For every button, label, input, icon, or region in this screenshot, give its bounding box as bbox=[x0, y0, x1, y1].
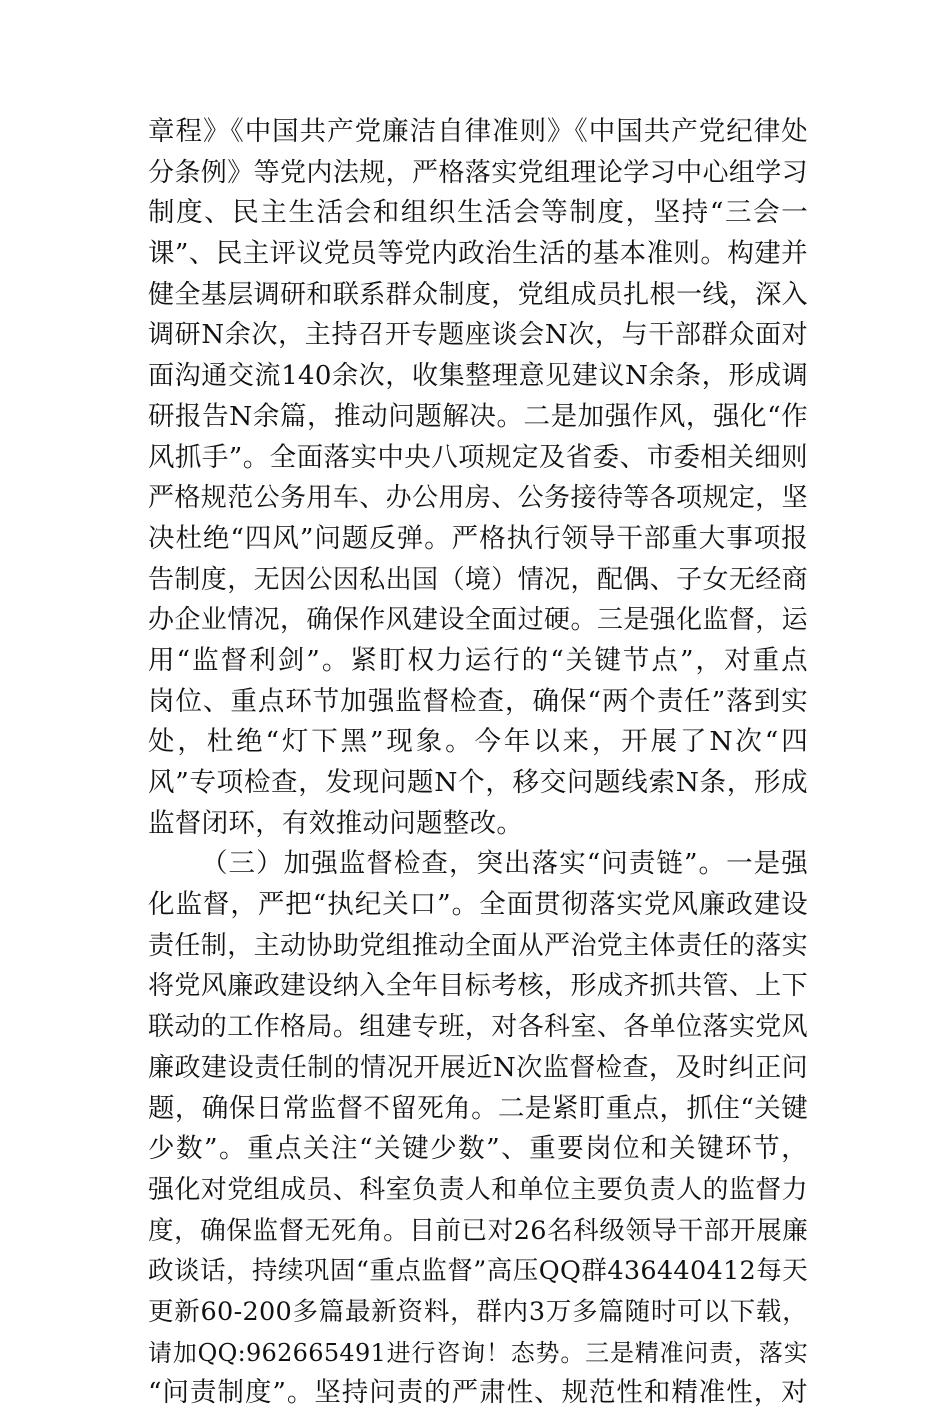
text-line: 面沟通交流140余次，收集整理意见建议N余条，形成调 bbox=[148, 361, 808, 392]
text-line: 岗位、重点环节加强监督检查，确保“两个责任”落到实 bbox=[148, 685, 808, 717]
text-line: 政谈话，持续巩固“重点监督”高压QQ群436440412每天 bbox=[148, 1256, 808, 1287]
section-heading-line: （三）加强监督检查，突出落实“问责链”。一是强 bbox=[201, 848, 808, 880]
text-line: 责任制，主动协助党组推动全面从严治党主体责任的落实 bbox=[148, 930, 808, 961]
text-line: 监督闭环，有效推动问题整改。 bbox=[148, 807, 524, 839]
text-line: 处，杜绝“灯下黑”现象。今年以来，开展了N次“四 bbox=[148, 726, 808, 758]
text-line: 题，确保日常监督不留死角。二是紧盯重点，抓住“关键 bbox=[148, 1092, 808, 1124]
text-line: 将党风廉政建设纳入全年目标考核，形成齐抓共管、上下 bbox=[148, 971, 808, 1002]
text-line: 研报告N余篇，推动问题解决。二是加强作风，强化“作 bbox=[148, 400, 808, 432]
text-line: 强化对党组成员、科室负责人和单位主要负责人的监督力 bbox=[148, 1174, 808, 1205]
text-line: 制度、民主生活会和组织生活会等制度，坚持“三会一 bbox=[148, 197, 808, 229]
text-line: “问责制度”。坚持问责的严肃性、规范性和精准性，对 bbox=[148, 1377, 808, 1409]
text-line: 课”、民主评议党员等党内政治生活的基本准则。构建并 bbox=[148, 238, 808, 270]
text-line: 联动的工作格局。组建专班，对各科室、各单位落实党风 bbox=[148, 1012, 808, 1043]
text-line: 少数”。重点关注“关键少数”、重要岗位和关键环节， bbox=[148, 1133, 808, 1165]
text-line: 请加QQ:962665491进行咨询！态势。三是精准问责，落实 bbox=[148, 1338, 808, 1367]
text-line: 分条例》等党内法规，严格落实党组理论学习中心组学习 bbox=[148, 157, 808, 188]
text-line: 度，确保监督无死角。目前已对26名科级领导干部开展廉 bbox=[148, 1215, 808, 1246]
text-line: 章程》《中国共产党廉洁自律准则》《中国共产党纪律处 bbox=[148, 116, 808, 147]
text-line: 调研N余次，主持召开专题座谈会N次，与干部群众面对 bbox=[148, 320, 808, 351]
text-line: 用“监督利剑”。紧盯权力运行的“关键节点”，对重点 bbox=[148, 644, 808, 676]
text-line: 更新60-200多篇最新资料，群内3万多篇随时可以下载， bbox=[148, 1296, 808, 1327]
text-line: 告制度，无因公因私出国（境）情况，配偶、子女无经商 bbox=[148, 564, 808, 595]
text-line: 风”专项检查，发现问题N个，移交问题线索N条，形成 bbox=[148, 767, 808, 798]
text-line: 风抓手”。全面落实中央八项规定及省委、市委相关细则 bbox=[148, 441, 808, 473]
body-text bbox=[148, 112, 808, 1414]
text-line: 廉政建设责任制的情况开展近N次监督检查，及时纠正问 bbox=[148, 1052, 808, 1083]
text-line: 决杜绝“四风”问题反弹。严格执行领导干部重大事项报 bbox=[148, 522, 808, 554]
text-line: 办企业情况，确保作风建设全面过硬。三是强化监督，运 bbox=[148, 605, 808, 636]
text-line: 严格规范公务用车、办公用房、公务接待等各项规定，坚 bbox=[148, 483, 808, 514]
text-line: 健全基层调研和联系群众制度，党组成员扎根一线，深入 bbox=[148, 279, 808, 310]
text-line: 化监督，严把“执纪关口”。全面贯彻落实党风廉政建设 bbox=[148, 889, 808, 921]
